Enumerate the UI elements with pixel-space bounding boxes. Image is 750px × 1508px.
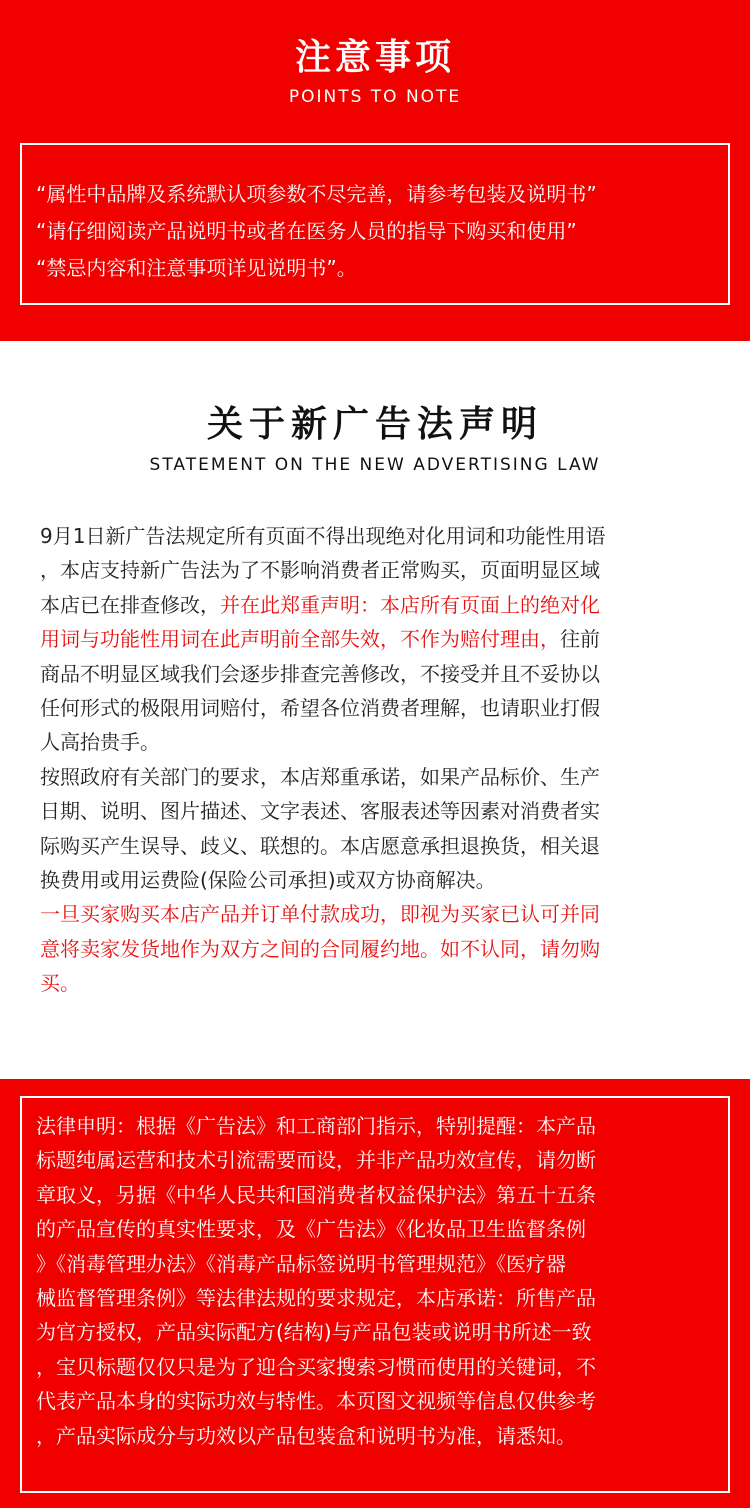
- statement-text: 日期、说明、图片描述、文字表述、客服表述等因素对消费者实: [40, 799, 600, 824]
- statement-line: [40, 932, 720, 966]
- legal-line: ，产品实际成分与功效以产品包装盒和说明书为准，请悉知。: [36, 1423, 576, 1448]
- statement-line: [40, 897, 720, 931]
- statement-highlight-text: 用词与功能性用词在此声明前全部失效，不作为赔付理由，: [40, 627, 560, 652]
- statement-line: [40, 829, 720, 863]
- legal-line: 代表产品本身的实际功效与特性。本页图文视频等信息仅供参考: [36, 1389, 596, 1414]
- statement-line: [40, 966, 720, 1000]
- statement-text: 本店已在排查修改，: [40, 592, 220, 617]
- notes-line: “禁忌内容和注意事项详见说明书”。: [36, 256, 357, 280]
- statement-text: 按照政府有关部门的要求，本店郑重承诺，如果产品标价、生产: [40, 764, 600, 789]
- legal-text: [36, 1109, 726, 1453]
- statement-line: [40, 553, 720, 587]
- statement-highlight-text: 一旦买家购买本店产品并订单付款成功，即视为买家已认可并同: [40, 902, 600, 927]
- statement-line: [40, 588, 720, 622]
- legal-line: 的产品宣传的真实性要求，及《广告法》《化妆品卫生监督条例: [36, 1217, 586, 1242]
- notes-line: “请仔细阅读产品说明书或者在医务人员的指导下购买和使用”: [36, 219, 577, 243]
- notes-text: [36, 176, 726, 287]
- statement-text: 商品不明显区域我们会逐步排查完善修改，不接受并且不妥协以: [40, 661, 600, 686]
- statement-line: [40, 760, 720, 794]
- statement-text: 任何形式的极限用词赔付，希望各位消费者理解，也请职业打假: [40, 695, 600, 720]
- statement-title: 关于新广告法声明: [206, 404, 543, 445]
- notes-title: 注意事项: [294, 37, 455, 78]
- statement-text: 往前: [560, 627, 600, 652]
- statement-line: [40, 863, 720, 897]
- statement-highlight-text: 意将卖家发货地作为双方之间的合同履约地。如不认同，请勿购: [40, 936, 600, 961]
- legal-line: 标题纯属运营和技术引流需要而设，并非产品功效宣传，请勿断: [36, 1148, 596, 1173]
- legal-line: 为官方授权，产品实际配方(结构)与产品包装或说明书所述一致: [36, 1320, 592, 1345]
- statement-highlight-text: 并在此郑重声明：本店所有页面上的绝对化: [220, 592, 600, 617]
- legal-line: 》《消毒管理办法》《消毒产品标签说明书管理规范》《医疗器: [36, 1251, 566, 1276]
- statement-line: [40, 519, 720, 553]
- legal-line: 械监督管理条例》等法律法规的要求规定，本店承诺：所售产品: [36, 1285, 596, 1310]
- notes-subtitle: POINTS TO NOTE: [288, 87, 462, 107]
- statement-subtitle: STATEMENT ON THE NEW ADVERTISING LAW: [149, 455, 601, 475]
- statement-text: 人高抬贵手。: [40, 730, 160, 755]
- statement-text: 际购买产生误导、歧义、联想的。本店愿意承担退换货，相关退: [40, 833, 600, 858]
- notes-line: “属性中品牌及系统默认项参数不尽完善，请参考包装及说明书”: [36, 182, 597, 206]
- statement-line: [40, 691, 720, 725]
- statement-text: 9月1日新广告法规定所有页面不得出现绝对化用词和功能性用语: [40, 524, 606, 548]
- statement-text: 换费用或用运费险(保险公司承担)或双方协商解决。: [40, 867, 496, 892]
- legal-line: 章取义，另据《中华人民共和国消费者权益保护法》第五十五条: [36, 1182, 596, 1207]
- legal-line: 法律申明：根据《广告法》和工商部门指示，特别提醒：本产品: [36, 1114, 596, 1138]
- statement-body: [40, 519, 720, 1000]
- statement-highlight-text: 买。: [40, 971, 80, 996]
- statement-line: [40, 622, 720, 656]
- statement-text: ，本店支持新广告法为了不影响消费者正常购买，页面明显区域: [40, 558, 600, 583]
- statement-line: [40, 657, 720, 691]
- statement-line: [40, 794, 720, 828]
- legal-line: ，宝贝标题仅仅只是为了迎合买家搜索习惯而使用的关键词，不: [36, 1354, 596, 1379]
- statement-line: [40, 725, 720, 759]
